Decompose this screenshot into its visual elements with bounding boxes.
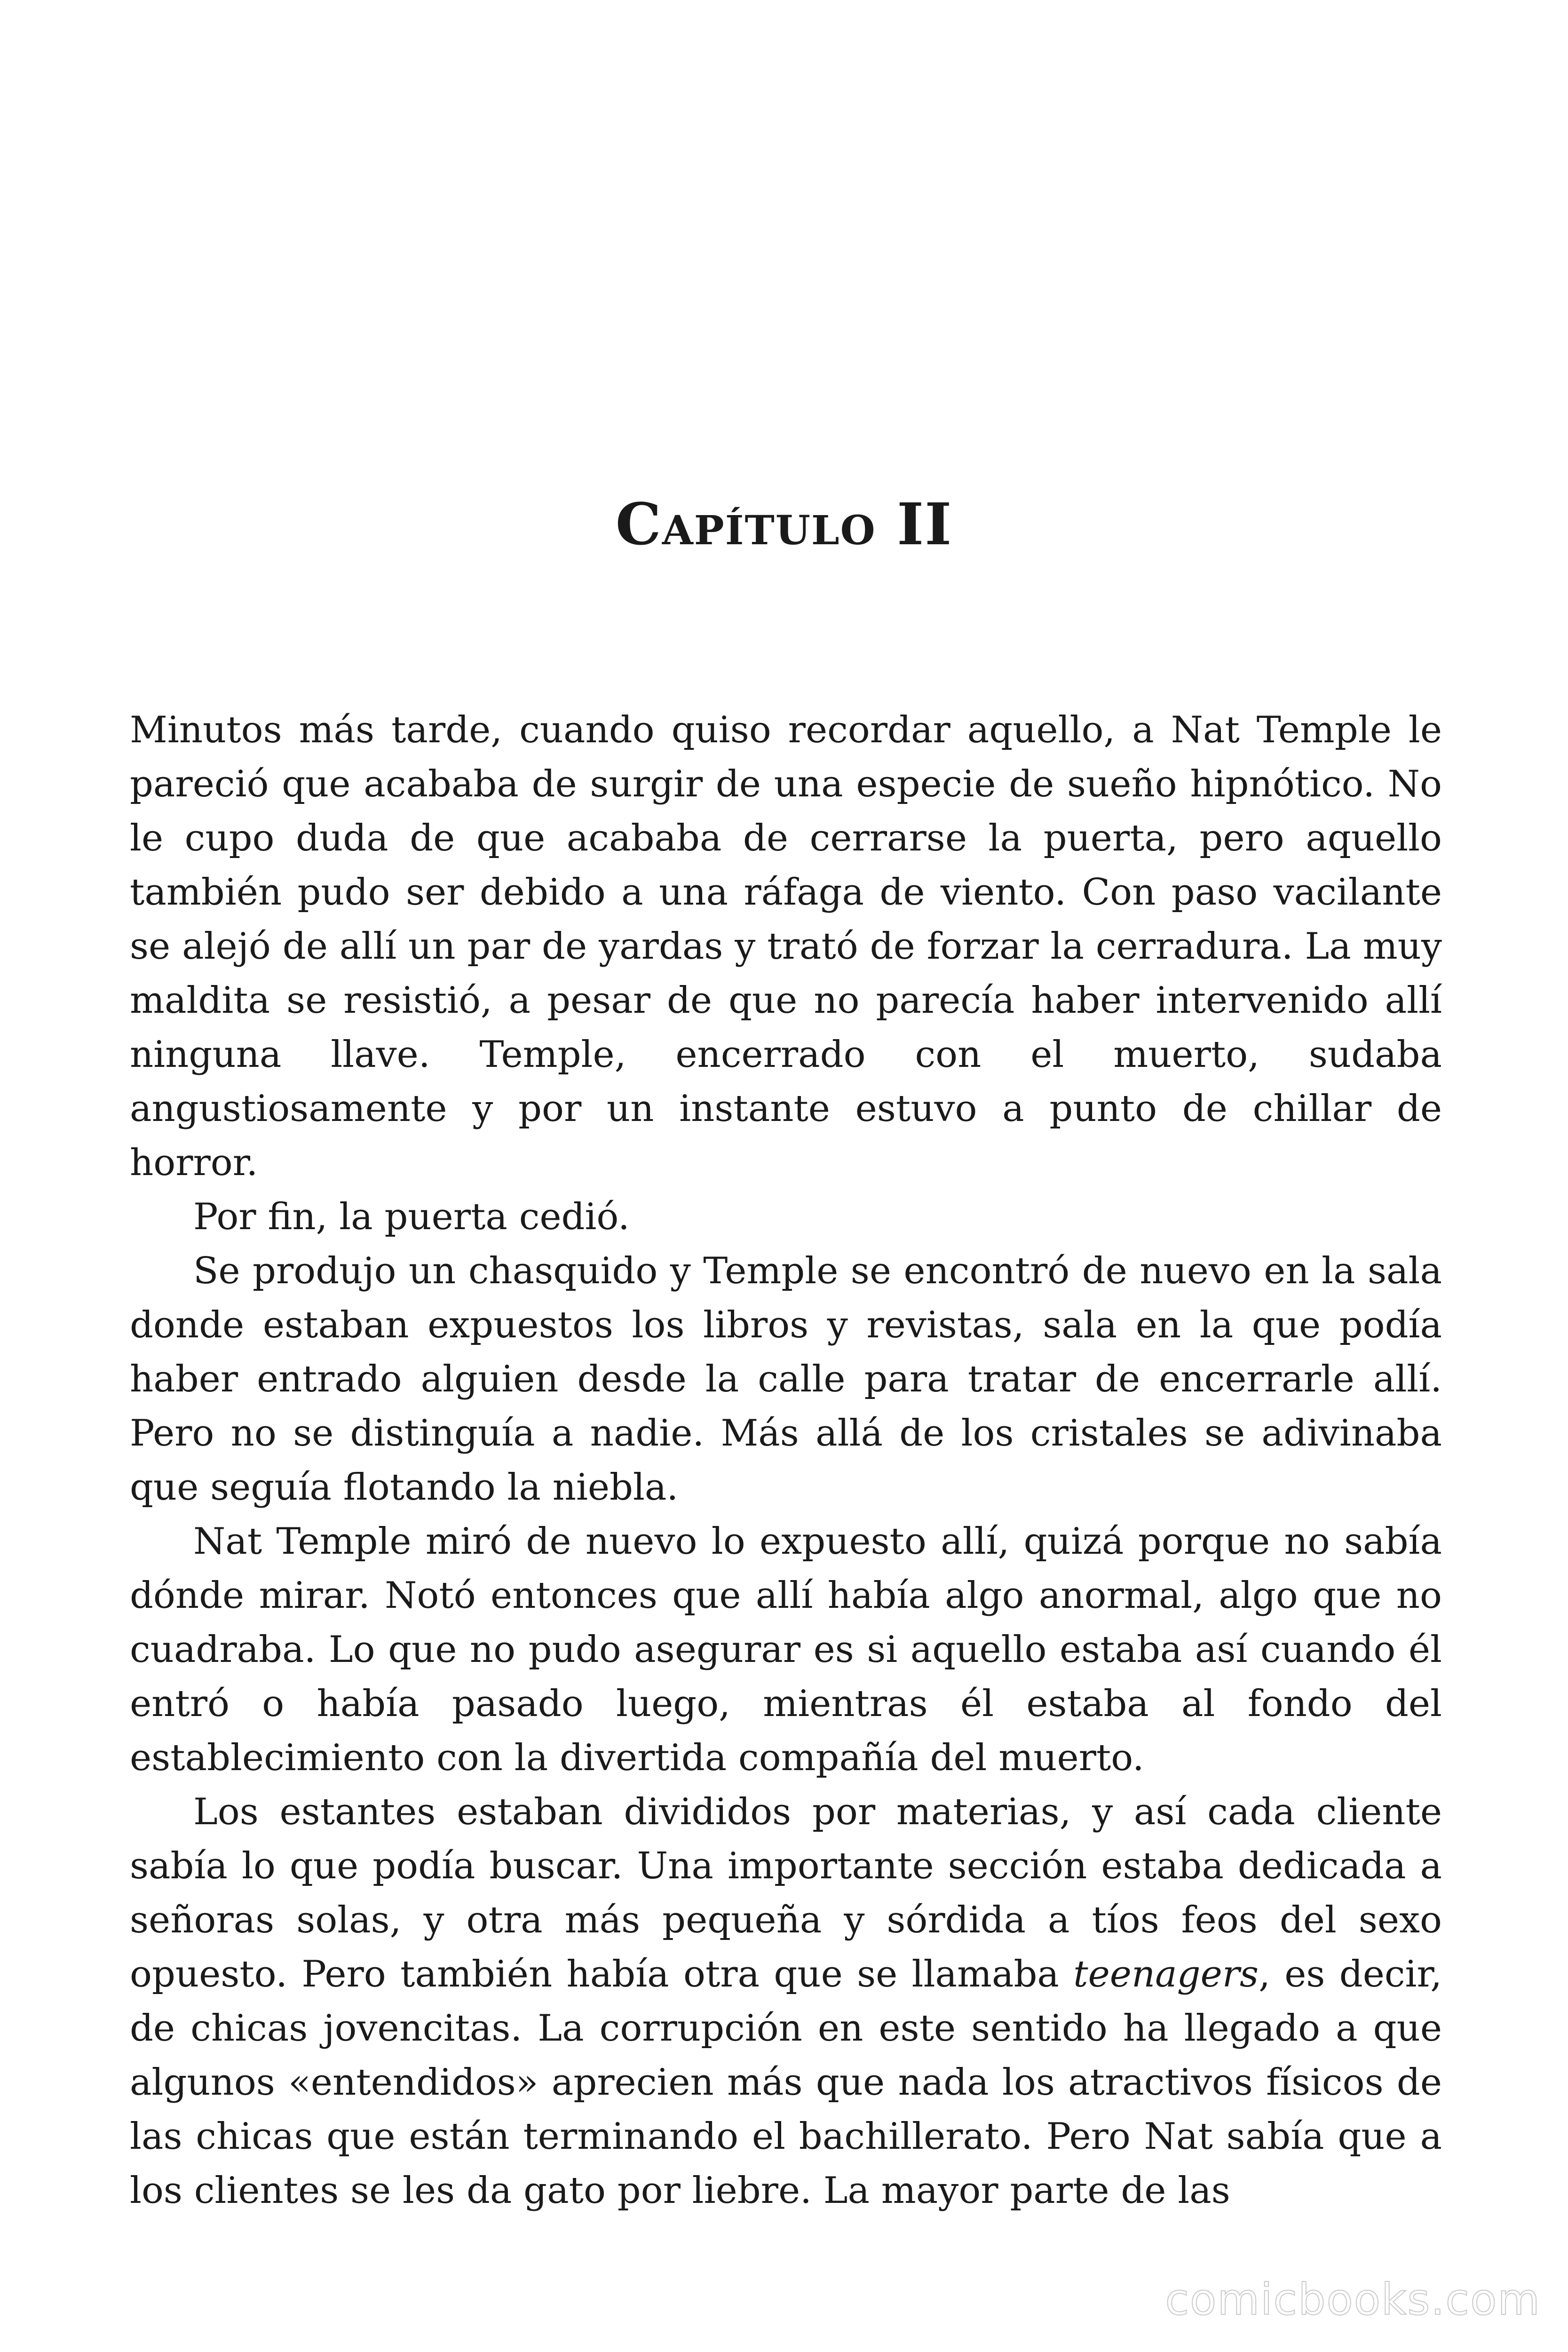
paragraph-1: Minutos más tarde, cuando quiso recordar aquello, a Nat Temple le pareció que acababa de surgir de una especie de sueño hipnótico. No le cupo duda de que acababa de cerrarse la puerta, pero aquello también pudo ser debido a una ráfaga de viento. Con paso vacilante se alejó de allí un par de yardas y trató de forzar la cerradura. La muy maldita se resistió, a pesar de que no parecía haber intervenido allí ninguna llave. Temple, encerrado con el muerto, sudaba angustiosamente y por un instante estuvo a punto de chillar de horror.	[130, 709, 1442, 1184]
paragraph-5-end: , es decir, de chicas jovencitas. La corrupción en este sentido ha llegado a que algunos «entendidos» aprecien más que nada los atractivos físicos de las chicas que están terminando el bachillerato. Pero Nat sabía que a los clientes se les da gato por liebre. La mayor parte de las	[130, 1953, 1442, 2212]
paragraph-4: Nat Temple miró de nuevo lo expuesto allí, quizá porque no sabía dónde mirar. Notó entonces que allí había algo anormal, algo que no cuadraba. Lo que no pudo asegurar es si aquello estaba así cuando él entró o había pasado luego, mientras él estaba al fondo del establecimiento con la divertida compañía del muerto.	[130, 1520, 1442, 1779]
paragraph-5-start: Los estantes estaban divididos por materias, y así cada cliente sabía lo que podía buscar. Una importante sección estaba dedicada a señoras solas, y otra más pequeña y sórdida a tíos feos del sexo opuesto. Pero también había otra que se llamaba	[130, 1791, 1442, 1995]
paragraph-5	[130, 1785, 1442, 2218]
paragraph-2: Por fin, la puerta cedió.	[193, 1196, 630, 1238]
italic-term: teenagers	[1073, 1953, 1259, 1995]
watermark-logo: comicbooks.com	[1165, 2274, 1541, 2325]
chapter-title: Capítulo II	[615, 490, 953, 558]
paragraph-3: Se produjo un chasquido y Temple se encontró de nuevo en la sala donde estaban expuestos los libros y revistas, sala en la que podía haber entrado alguien desde la calle para tratar de encerrarle allí. Pero no se distinguía a nadie. Más allá de los cristales se adivinaba que seguía flotando la niebla.	[130, 1250, 1442, 1509]
chapter-body	[130, 703, 1442, 2218]
